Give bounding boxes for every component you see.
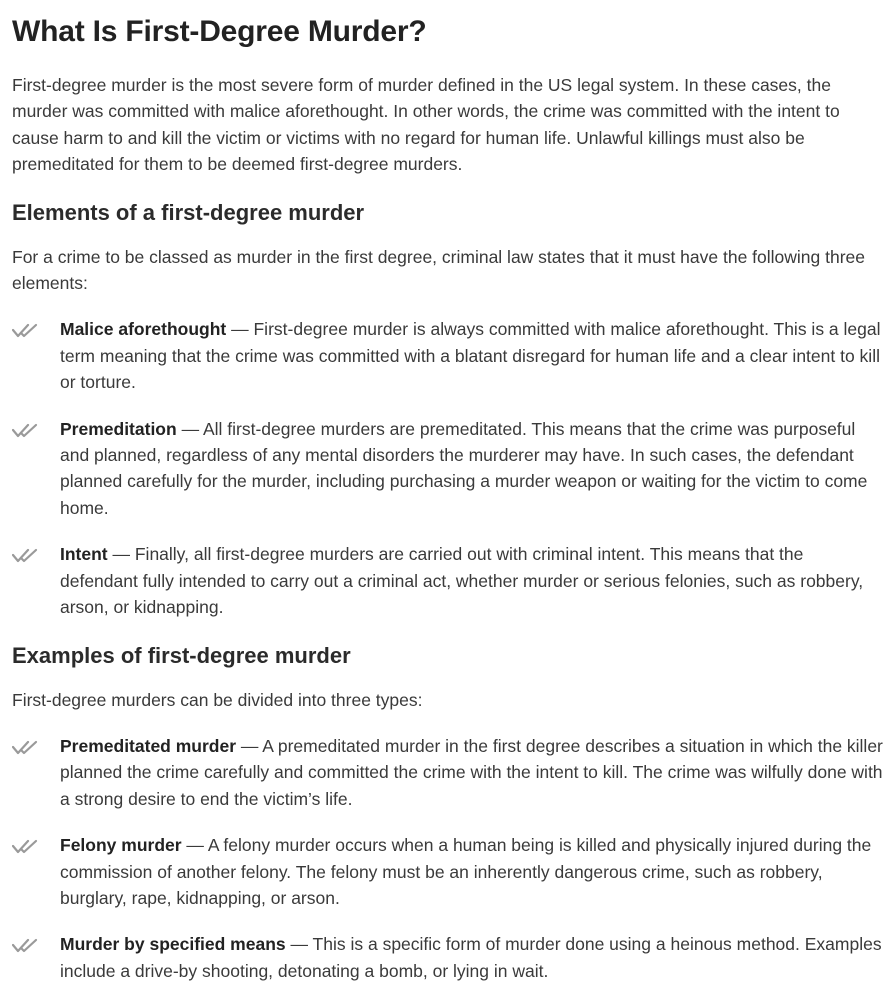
double-check-icon	[12, 420, 40, 436]
item-term: Intent	[60, 544, 108, 565]
list-item	[12, 832, 883, 911]
double-check-icon	[12, 935, 40, 951]
item-term: Murder by specified means	[60, 934, 286, 955]
item-text: — A premeditated murder in the first degree describes a situation in which the killer planned the crime carefully and committed the crime with the intent to kill. The crime was wilfully done with a strong desire to end the victim’s life.	[60, 735, 883, 809]
elements-list	[12, 316, 883, 620]
double-check-icon	[12, 320, 40, 336]
item-term: Premeditation	[60, 418, 177, 439]
item-term: Malice aforethought	[60, 319, 227, 340]
examples-heading: Examples of first-degree murder	[12, 642, 351, 668]
list-item	[12, 931, 883, 984]
item-text: — All first-degree murders are premeditated. This means that the crime was purposeful and planned, regardless of any mental disorders the murderer may have. In such cases, the defendant planned carefully for the murder, including purchasing a murder weapon or waiting for the victim to come home.	[60, 418, 868, 518]
intro-paragraph: First-degree murder is the most severe form of murder defined in the US legal system. In these cases, the murder was committed with malice aforethought. In other words, the crime was committed with the intent to cause harm to and kill the victim or victims with no regard for human life. Unlawful killings must also be premeditated for them to be deemed first-degree murders.	[12, 75, 840, 175]
elements-heading: Elements of a first-degree murder	[12, 199, 365, 225]
examples-list	[12, 733, 883, 984]
list-item	[12, 416, 883, 522]
elements-intro: For a crime to be classed as murder in the first degree, criminal law states that it must have the following three elements:	[12, 246, 866, 294]
double-check-icon	[12, 737, 40, 753]
item-text: — First-degree murder is always committed with malice aforethought. This is a legal term meaning that the crime was committed with a blatant disregard for human life and a clear intent to kill or torture.	[60, 319, 881, 393]
item-text: — This is a specific form of murder done using a heinous method. Examples include a drive-by shooting, detonating a bomb, or lying in wait.	[60, 934, 882, 981]
item-text: — A felony murder occurs when a human being is killed and physically injured during the commission of another felony. The felony must be an inherently dangerous crime, such as robbery, burglary, rape, kidnapping, or arson.	[60, 835, 872, 908]
page-title: What Is First-Degree Murder?	[12, 15, 427, 48]
item-term: Premeditated murder	[60, 735, 237, 756]
examples-intro: First-degree murders can be divided into three types:	[12, 689, 423, 710]
list-item	[12, 316, 883, 395]
list-item	[12, 541, 883, 620]
list-item	[12, 733, 883, 812]
double-check-icon	[12, 545, 40, 561]
item-term: Felony murder	[60, 835, 182, 856]
double-check-icon	[12, 836, 40, 852]
item-text: — Finally, all first-degree murders are carried out with criminal intent. This means that the defendant fully intended to carry out a criminal act, whether murder or serious felonies, such as robbery, arson, or kidnapping.	[60, 544, 864, 618]
